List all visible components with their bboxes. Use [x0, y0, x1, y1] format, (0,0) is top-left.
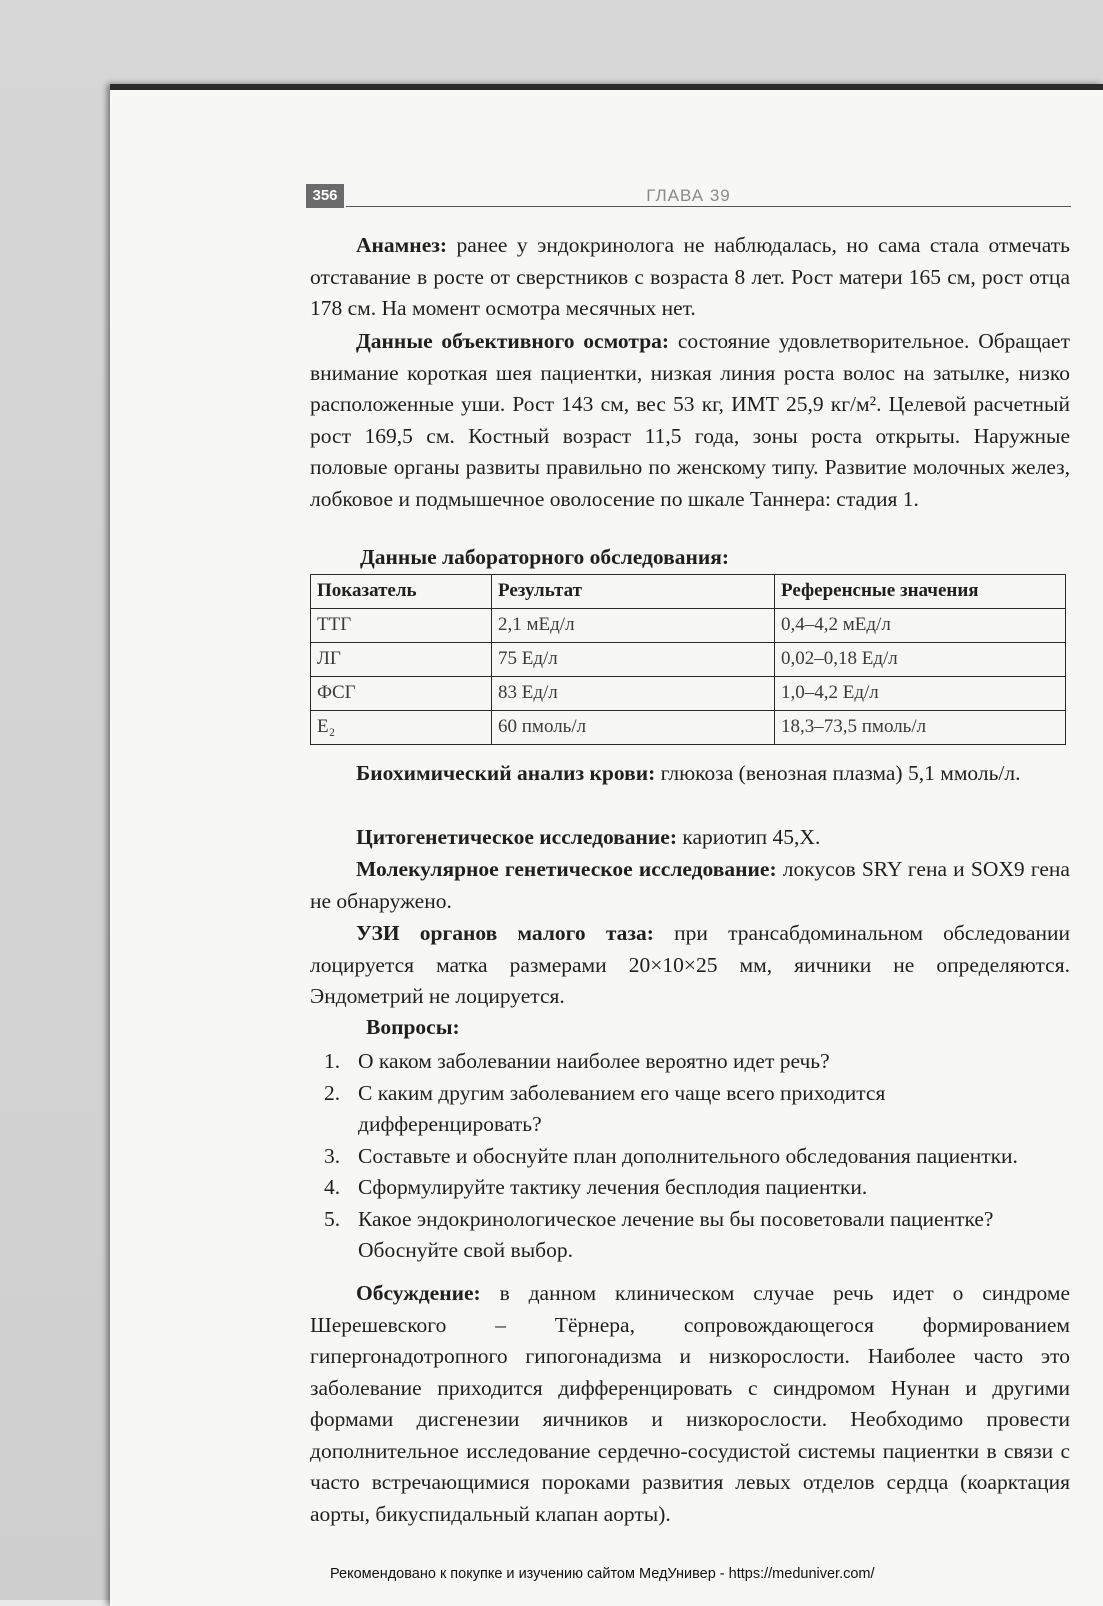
question-text: Какое эндокринологическое лечение вы бы посоветовали пациентке? Обоснуйте свой выбор. [358, 1206, 994, 1262]
anamnesis-paragraph [310, 230, 1070, 325]
lab-col-header: Референсные значения [775, 575, 1066, 609]
book-page [110, 84, 1103, 1606]
question-text: С каким другим заболеванием его чаще всего приходится дифференцировать? [358, 1080, 886, 1136]
table-cell: ТТГ [311, 609, 492, 643]
footer-watermark: Рекомендовано к покупке и изучению сайтом МедУнивер - https://meduniver.com/ [330, 1566, 875, 1582]
list-item [310, 1141, 1070, 1173]
table-cell: 75 Ед/л [492, 643, 775, 677]
discussion-label: Обсуждение: [356, 1281, 481, 1305]
list-item [310, 1172, 1070, 1204]
table-cell: 1,0–4,2 Ед/л [775, 677, 1066, 711]
list-item [310, 1078, 1070, 1141]
mol-text: локусов SRY гена и SOX9 гена не обнаружено. [310, 857, 1070, 913]
question-number: 4. [324, 1175, 341, 1199]
lab-table-header-row [311, 575, 1066, 609]
table-cell: 2,1 мЕд/л [492, 609, 775, 643]
table-cell: ФСГ [311, 677, 492, 711]
lab-col-header: Результат [492, 575, 775, 609]
mol-paragraph [310, 854, 1070, 917]
cyto-label: Цитогенетическое исследование: [356, 825, 678, 849]
question-text: Сформулируйте тактику лечения бесплодия пациентки. [358, 1175, 868, 1199]
header-rule [346, 206, 1071, 207]
mol-label: Молекулярное генетическое исследование: [356, 857, 777, 881]
table-cell: 0,4–4,2 мЕд/л [775, 609, 1066, 643]
table-cell: 18,3–73,5 пмоль/л [775, 711, 1066, 745]
anamnesis-label: Анамнез: [356, 233, 448, 257]
list-item [310, 1046, 1070, 1078]
lab-title: Данные лабораторного обследования: [360, 545, 730, 569]
questions-title: Вопросы: [366, 1015, 460, 1039]
table-row [311, 677, 1066, 711]
lab-col-header: Показатель [311, 575, 492, 609]
biochem-label: Биохимический анализ крови: [356, 761, 656, 785]
chapter-title: ГЛАВА 39 [646, 186, 731, 205]
us-label: УЗИ органов малого таза: [356, 921, 654, 945]
cyto-paragraph [310, 822, 1070, 854]
exam-paragraph [310, 326, 1070, 515]
question-text: Составьте и обоснуйте план дополнительного обследования пациентки. [358, 1143, 1018, 1168]
questions-list [310, 1046, 1070, 1267]
table-cell: 83 Ед/л [492, 677, 775, 711]
table-cell: ЛГ [311, 643, 492, 677]
page-header [306, 184, 1071, 210]
question-text: О каком заболевании наиболее вероятно идет речь? [358, 1049, 830, 1073]
biochem-paragraph [310, 758, 1070, 790]
question-number: 1. [324, 1049, 341, 1073]
us-text: при трансабдоминальном обследовании лоцируется матка размерами 20×10×25 мм, яичники не определяются. Эндометрий не лоцируется. [310, 921, 1070, 1008]
anamnesis-text: ранее у эндокринолога не наблюдалась, но сама стала отмечать отставание в росте от сверстников с возраста 8 лет. Рост матери 165 см, рост отца 178 см. На момент осмотра месячных нет. [310, 233, 1070, 320]
table-row [311, 643, 1066, 677]
question-number: 2. [324, 1080, 341, 1105]
lab-table [310, 574, 1066, 745]
exam-text: состояние удовлетворительное. Обращает внимание короткая шея пациентки, низкая линия роста волос на затылке, низко расположенные уши. Рост 143 см, вес 53 кг, ИМТ 25,9 кг/м². Целевой расчетный рост 169,5 см. Костный возраст 11,5 года, зоны роста открыты. Наружные половые органы развиты правильно по женскому типу. Развитие молочных желез, лобковое и подмышечное оволосение по шкале Таннера: стадия 1. [310, 329, 1070, 511]
page-number: 356 [306, 184, 344, 208]
list-item [310, 1204, 1070, 1267]
table-cell: 0,02–0,18 Ед/л [775, 643, 1066, 677]
table-cell: 60 пмоль/л [492, 711, 775, 745]
exam-label: Данные объективного осмотра: [356, 329, 670, 353]
table-cell: E₂ [311, 711, 492, 745]
biochem-text: глюкоза (венозная плазма) 5,1 ммоль/л. [655, 761, 1021, 785]
us-paragraph [310, 918, 1070, 1013]
cyto-text: кариотип 45,X. [677, 825, 821, 849]
discussion-text: в данном клиническом случае речь идет о синдроме Шерешевского – Тёрнера, сопровождающегося формированием гипергонадотропного гипогонадизма и низкорослости. Наиболее часто это заболевание приходится дифференцировать с синдромом Нунан и другими формами дисгенезии яичников и низкорослости. Необходимо провести дополнительное исследование сердечно-сосудистой системы пациентки в связи с часто встречающимися пороками развития левых отделов сердца (коарктация аорты, бикуспидальный клапан аорты). [310, 1281, 1070, 1526]
table-row [311, 609, 1066, 643]
table-row [311, 711, 1066, 745]
question-number: 5. [324, 1206, 341, 1231]
question-number: 3. [324, 1143, 341, 1168]
discussion-paragraph [310, 1278, 1070, 1530]
